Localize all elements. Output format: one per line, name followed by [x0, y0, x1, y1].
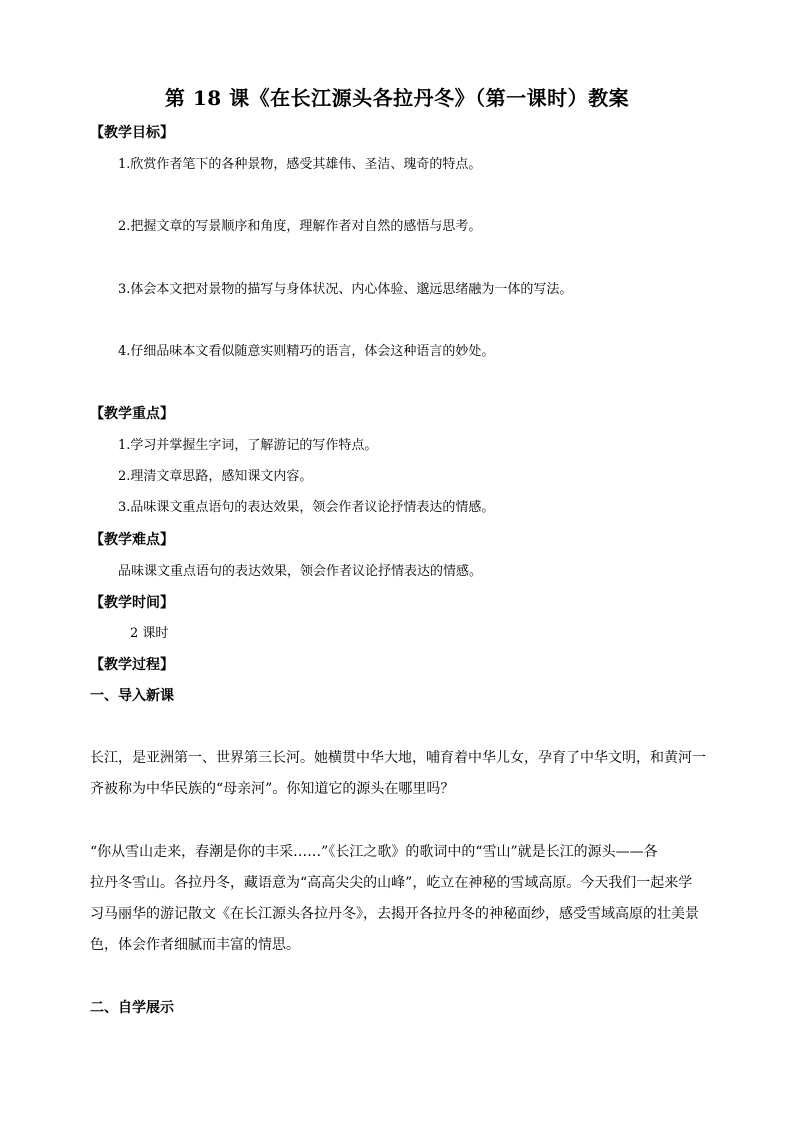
- intro-para1-line1: 长江，是亚洲第一、世界第三长河。她横贯中华大地，哺育着中华儿女，孕育了中华文明，和黄河一: [90, 750, 706, 766]
- time-text: 2 课时: [130, 626, 169, 641]
- process-heading: 【教学过程】: [90, 657, 174, 673]
- difficulty-heading: 【教学难点】: [90, 532, 174, 548]
- page-title: 第 18 课《在长江源头各拉丹冬》（第一课时）教案: [164, 86, 630, 110]
- key-point-item-2: 2.理清文章思路，感知课文内容。: [118, 469, 313, 484]
- intro-para2-line2: 拉丹冬雪山。各拉丹冬，藏语意为“高高尖尖的山峰”，屹立在神秘的雪域高原。今天我们一起来学: [90, 875, 693, 891]
- section-intro-heading: 一、导入新课: [90, 688, 174, 704]
- objective-item-4: 4.仔细品味本文看似随意实则精巧的语言，体会这种语言的妙处。: [118, 344, 495, 359]
- key-point-item-1: 1.学习并掌握生字词，了解游记的写作特点。: [118, 438, 378, 453]
- objective-item-1: 1.欣赏作者笔下的各种景物，感受其雄伟、圣洁、瑰奇的特点。: [118, 157, 482, 172]
- intro-para2-line3: 习马丽华的游记散文《在长江源头各拉丹冬》，去揭开各拉丹冬的神秘面纱，感受雪域高原的壮美景: [90, 906, 699, 922]
- key-point-item-3: 3.品味课文重点语句的表达效果，领会作者议论抒情表达的情感。: [118, 500, 495, 515]
- section-self-study-heading: 二、自学展示: [90, 1000, 174, 1016]
- objective-item-2: 2.把握文章的写景顺序和角度，理解作者对自然的感悟与思考。: [118, 219, 482, 234]
- intro-para1-line2: 齐被称为中华民族的“母亲河”。你知道它的源头在哪里吗？: [90, 781, 455, 797]
- time-heading: 【教学时间】: [90, 595, 174, 611]
- intro-para2-line1: “你从雪山走来，春潮是你的丰采……”《长江之歌》的歌词中的“雪山”就是长江的源头——各: [90, 844, 658, 860]
- objective-item-3: 3.体会本文把对景物的描写与身体状况、内心体验、邈远思绪融为一体的写法。: [118, 282, 573, 297]
- difficulty-text: 品味课文重点语句的表达效果，领会作者议论抒情表达的情感。: [118, 564, 483, 579]
- key-points-heading: 【教学重点】: [90, 406, 174, 422]
- intro-para2-line4: 色，体会作者细腻而丰富的情思。: [90, 937, 300, 953]
- objectives-heading: 【教学目标】: [90, 125, 174, 141]
